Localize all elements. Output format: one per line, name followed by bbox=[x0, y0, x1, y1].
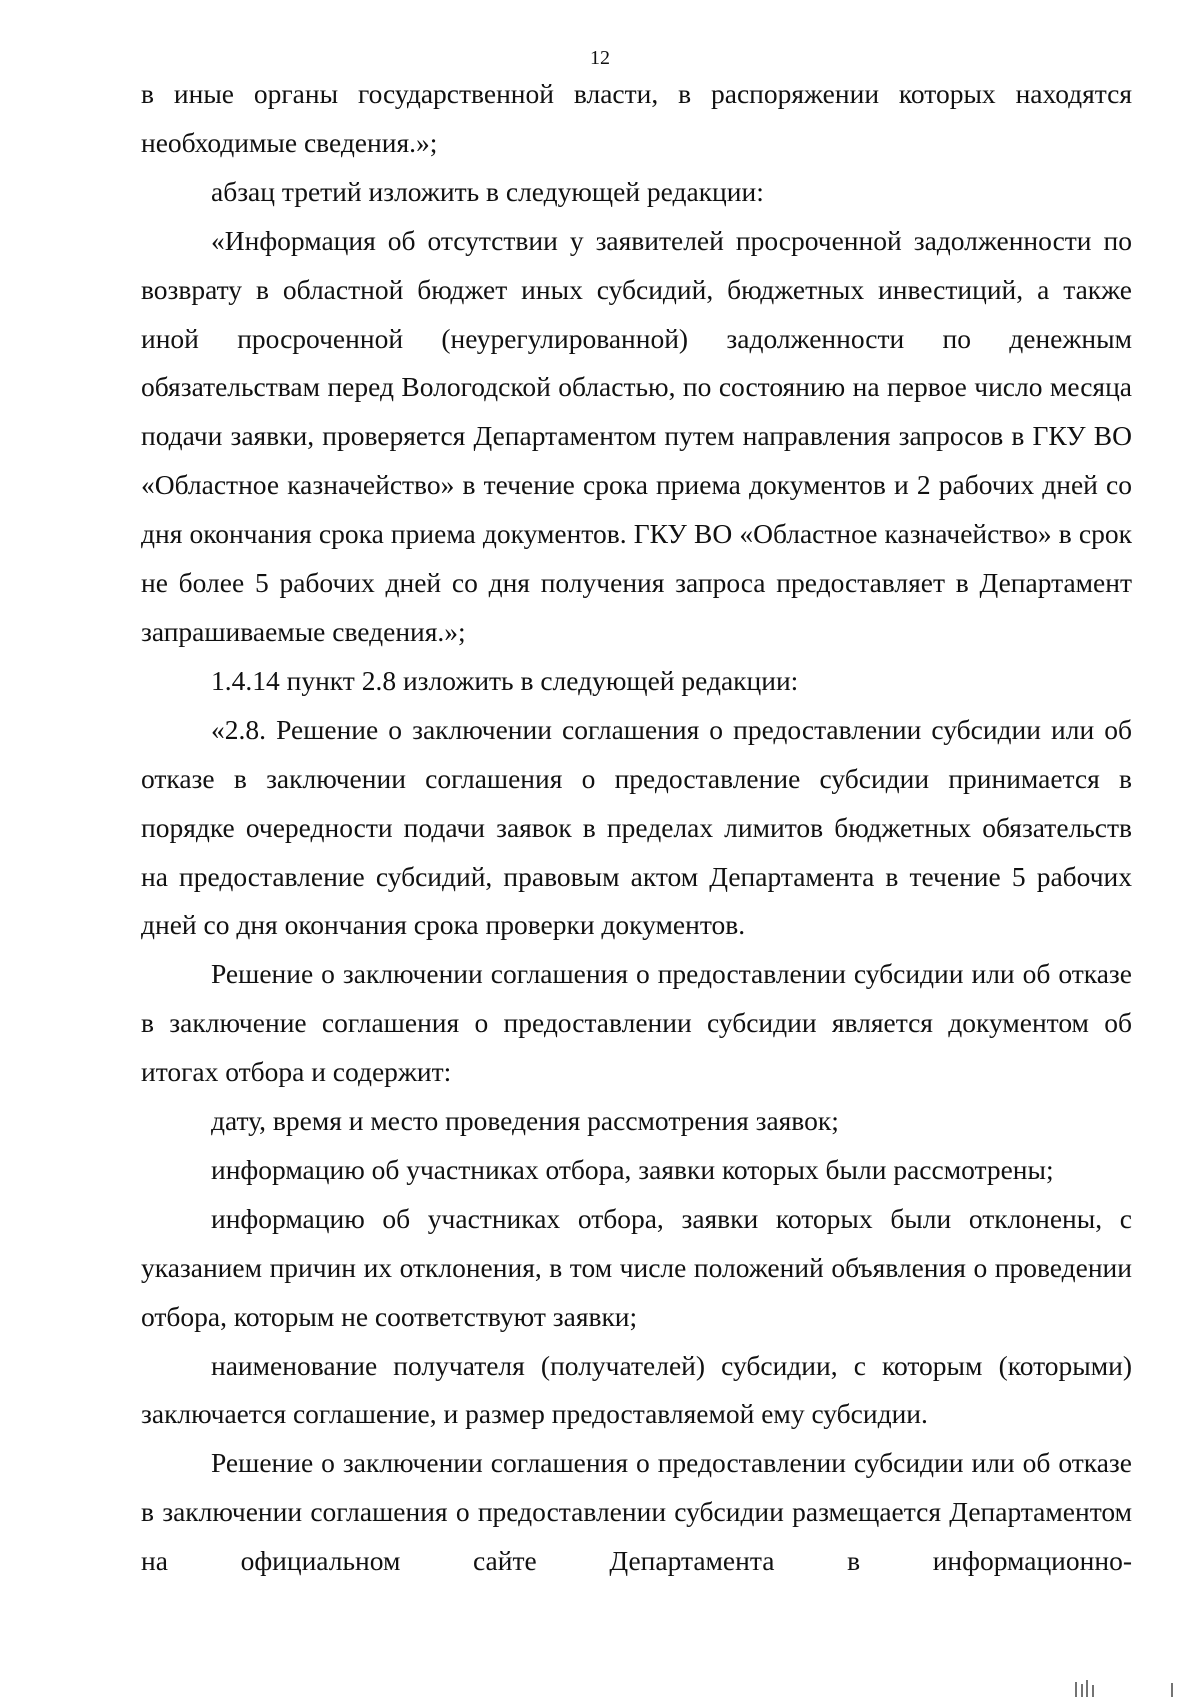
page-number: 12 bbox=[590, 47, 610, 69]
paragraph-5: «2.8. Решение о заключении соглашения о предоставлении субсидии или об отказе в заключении соглашения о предоставление субсидии принимается в порядке очередности подачи заявок в пределах лимитов бюджетных обязательств на предоставление субсидий, правовым актом Департамента в течение 5 рабочих дней со дня окончания срока проверки документов. bbox=[141, 713, 1132, 941]
paragraph-11: Решение о заключении соглашения о предоставлении субсидии или об отказе в заключении соглашения о предоставлении субсидии размещается Департаментом на официальном сайте Департамента в информационно- bbox=[141, 1447, 1132, 1577]
paragraph-4: 1.4.14 пункт 2.8 изложить в следующей редакции: bbox=[211, 664, 799, 696]
paragraph-7: дату, время и место проведения рассмотрения заявок; bbox=[211, 1105, 839, 1137]
paragraph-3: «Информация об отсутствии у заявителей просроченной задолженности по возврату в областной бюджет иных субсидий, бюджетных инвестиций, а также иной просроченной (неурегулированной) задолженности по денежным обязательствам перед Вологодской областью, по состоянию на первое число месяца подачи заявки, проверяется Департаментом путем направления запросов в ГКУ ВО «Областное казначейство» в течение срока приема документов и 2 рабочих дней со дня окончания срока приема документов. ГКУ ВО «Областное казначейство» в срок не более 5 рабочих дней со дня получения запроса предоставляет в Департамент запрашиваемые сведения.»; bbox=[141, 224, 1132, 647]
paragraph-2: абзац третий изложить в следующей редакции: bbox=[211, 175, 764, 207]
document-body bbox=[141, 70, 1132, 1586]
paragraph-1: в иные органы государственной власти, в распоряжении которых находятся необходимые сведения.»; bbox=[141, 78, 1132, 158]
paragraph-10: наименование получателя (получателей) субсидии, с которым (которыми) заключается соглашение, и размер предоставляемой ему субсидии. bbox=[141, 1349, 1132, 1430]
paragraph-8: информацию об участниках отбора, заявки которых были рассмотрены; bbox=[211, 1153, 1054, 1185]
paragraph-9: информацию об участниках отбора, заявки которых были отклонены, с указанием причин их отклонения, в том числе положений объявления о проведении отбора, которым не соответствуют заявки; bbox=[141, 1202, 1132, 1332]
paragraph-6: Решение о заключении соглашения о предоставлении субсидии или об отказе в заключение соглашения о предоставлении субсидии является документом об итогах отбора и содержит: bbox=[141, 958, 1132, 1088]
